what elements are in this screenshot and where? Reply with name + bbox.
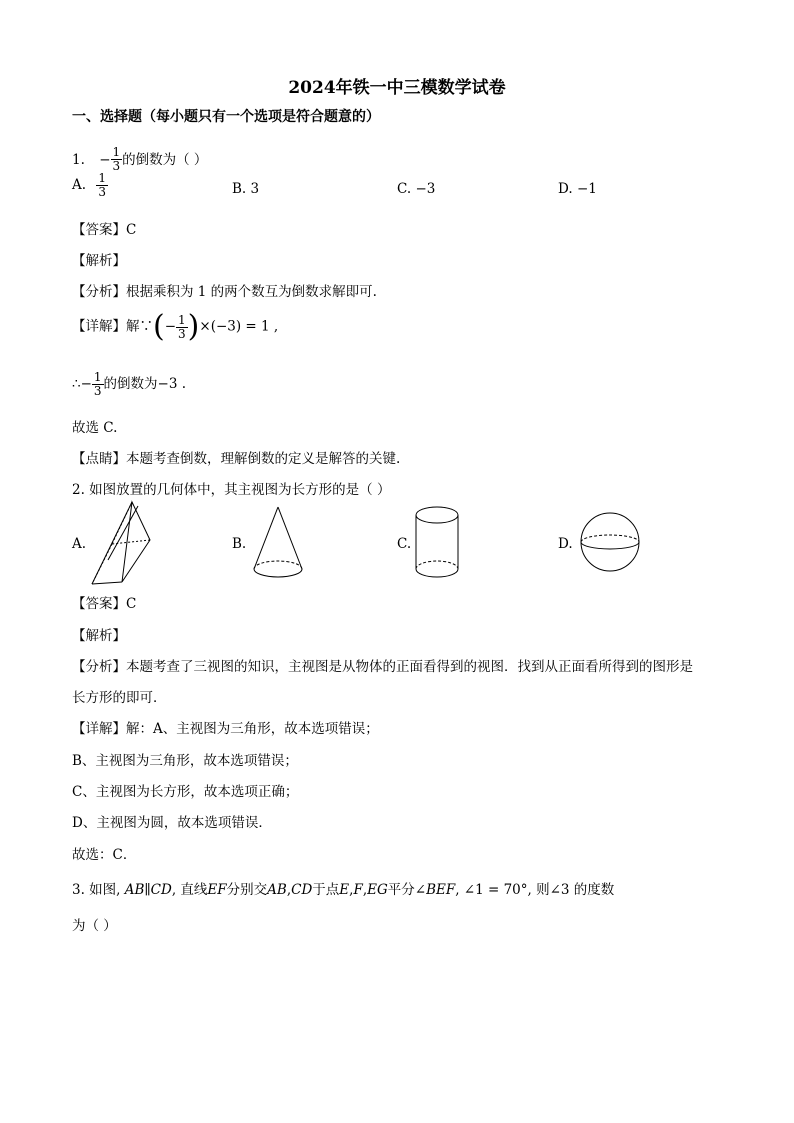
q1-detail-sign: − [164,318,177,335]
q1-detail [72,309,279,344]
q2-option-b-letter[interactable]: B. [232,536,247,552]
q1-sign: − [99,152,111,168]
q3-e: E [339,882,350,898]
q1-option-c-text: −3 [415,181,436,197]
q2-detail: 【详解】解：A、主视图为三角形，故本选项错误； [72,721,379,737]
q1-stem [72,132,207,173]
q2-choose: 故选：C． [72,847,137,863]
q1-option-c-letter: C. [397,181,412,197]
q1-detail-prefix: 【详解】解∵ [72,318,153,335]
q3-seg-a: 3. 如图, [72,882,121,898]
right-paren: ) [187,309,200,344]
q3-seg-i: , ∠1 = 70°, 则∠3 的度数 [455,882,615,898]
q2-detail-c: C、主视图为长方形，故本选项正确； [72,784,299,800]
q1-option-a[interactable] [72,172,108,199]
q3-ef: EF [207,882,227,898]
q1-frac-num: 1 [112,145,121,159]
q3-seg-c: 分别交 [226,882,268,898]
q3-seg-h: 平分∠ [387,882,427,898]
left-paren: ( [153,309,165,344]
q3-seg-f: , [349,882,354,898]
q1-detail-num: 1 [178,312,186,327]
q1-fenxi: 【分析】根据乘积为 1 的两个数互为倒数求解即可. [72,284,377,300]
sphere-figure [578,512,644,574]
q2-answer: 【答案】C [72,596,137,612]
q3-eg: EG [367,882,388,898]
q3-bef: BEF [426,882,456,898]
q1-option-d-letter: D. [558,181,573,197]
q3-cd: CD [291,882,313,898]
q1-option-d[interactable] [558,181,597,197]
q1-detail-eq: ×(−3) = 1 , [199,318,279,335]
q1-fraction [111,146,123,173]
q1-therefore-prefix: ∴− [72,376,92,392]
q3-f: F [353,882,363,898]
q1-detail-den: 3 [178,326,186,341]
q1-option-a-den: 3 [98,185,106,199]
q2-detail-d: D、主视图为圆，故本选项错误． [72,815,272,831]
q2-stem: 2. 如图放置的几何体中，其主视图为长方形的是（ ） [72,482,391,498]
prism-figure [88,500,158,584]
q1-therefore-suffix: 的倒数为−3 . [103,376,187,392]
page-title: 2024年铁一中三模数学试卷 [288,78,506,98]
q3-seg-e: 于点 [312,882,340,898]
q2-fenxi-line1: 【分析】本题考查了三视图的知识，主视图是从物体的正面看得到的视图．找到从正面看所得到的图形是 [72,659,693,675]
q1-number: 1. [72,152,85,168]
q2-fenxi-line2: 长方形的即可． [72,690,167,706]
cone-figure [250,505,306,580]
q2-option-c-letter[interactable]: C. [397,536,412,552]
section-heading: 一、选择题（每小题只有一个选项是符合题意的） [72,109,380,125]
q3-ab-cd: AB∥CD [124,882,172,898]
q1-dianjing: 【点睛】本题考查倒数，理解倒数的定义是解答的关键. [72,451,401,467]
q1-option-a-letter: A. [72,177,87,193]
q1-therefore-num: 1 [93,370,102,384]
q2-option-a-letter[interactable]: A. [72,536,87,552]
q1-option-b[interactable] [232,181,259,197]
q1-analysis-tag: 【解析】 [72,253,126,269]
q1-option-b-text: 3 [250,181,260,197]
q1-answer: 【答案】C [72,222,137,238]
q2-detail-b: B、主视图为三角形，故本选项错误； [72,753,298,769]
q1-therefore [72,371,186,398]
q1-therefore-fraction [92,371,104,398]
q1-option-d-text: −1 [576,181,597,197]
q3-stem-line1 [72,878,614,898]
q3-ab: AB [267,882,287,898]
cylinder-figure [414,505,462,581]
q1-detail-fraction [176,314,188,341]
q1-frac-den: 3 [112,159,121,173]
q2-option-d-letter[interactable]: D. [558,536,573,552]
q3-stem-line2: 为（ ） [72,918,117,934]
q1-option-c[interactable] [397,181,435,197]
q1-choose: 故选 C. [72,420,118,436]
q1-option-a-fraction [96,172,108,199]
q1-stem-suffix: 的倒数为（ ） [122,152,208,168]
q3-seg-g: , [362,882,368,898]
q3-seg-d: , [286,882,292,898]
q1-option-a-num: 1 [98,171,106,185]
q1-option-b-letter: B. [232,181,247,197]
q1-therefore-den: 3 [93,384,102,398]
q3-seg-b: , 直线 [171,882,208,898]
q2-analysis-tag: 【解析】 [72,628,126,644]
